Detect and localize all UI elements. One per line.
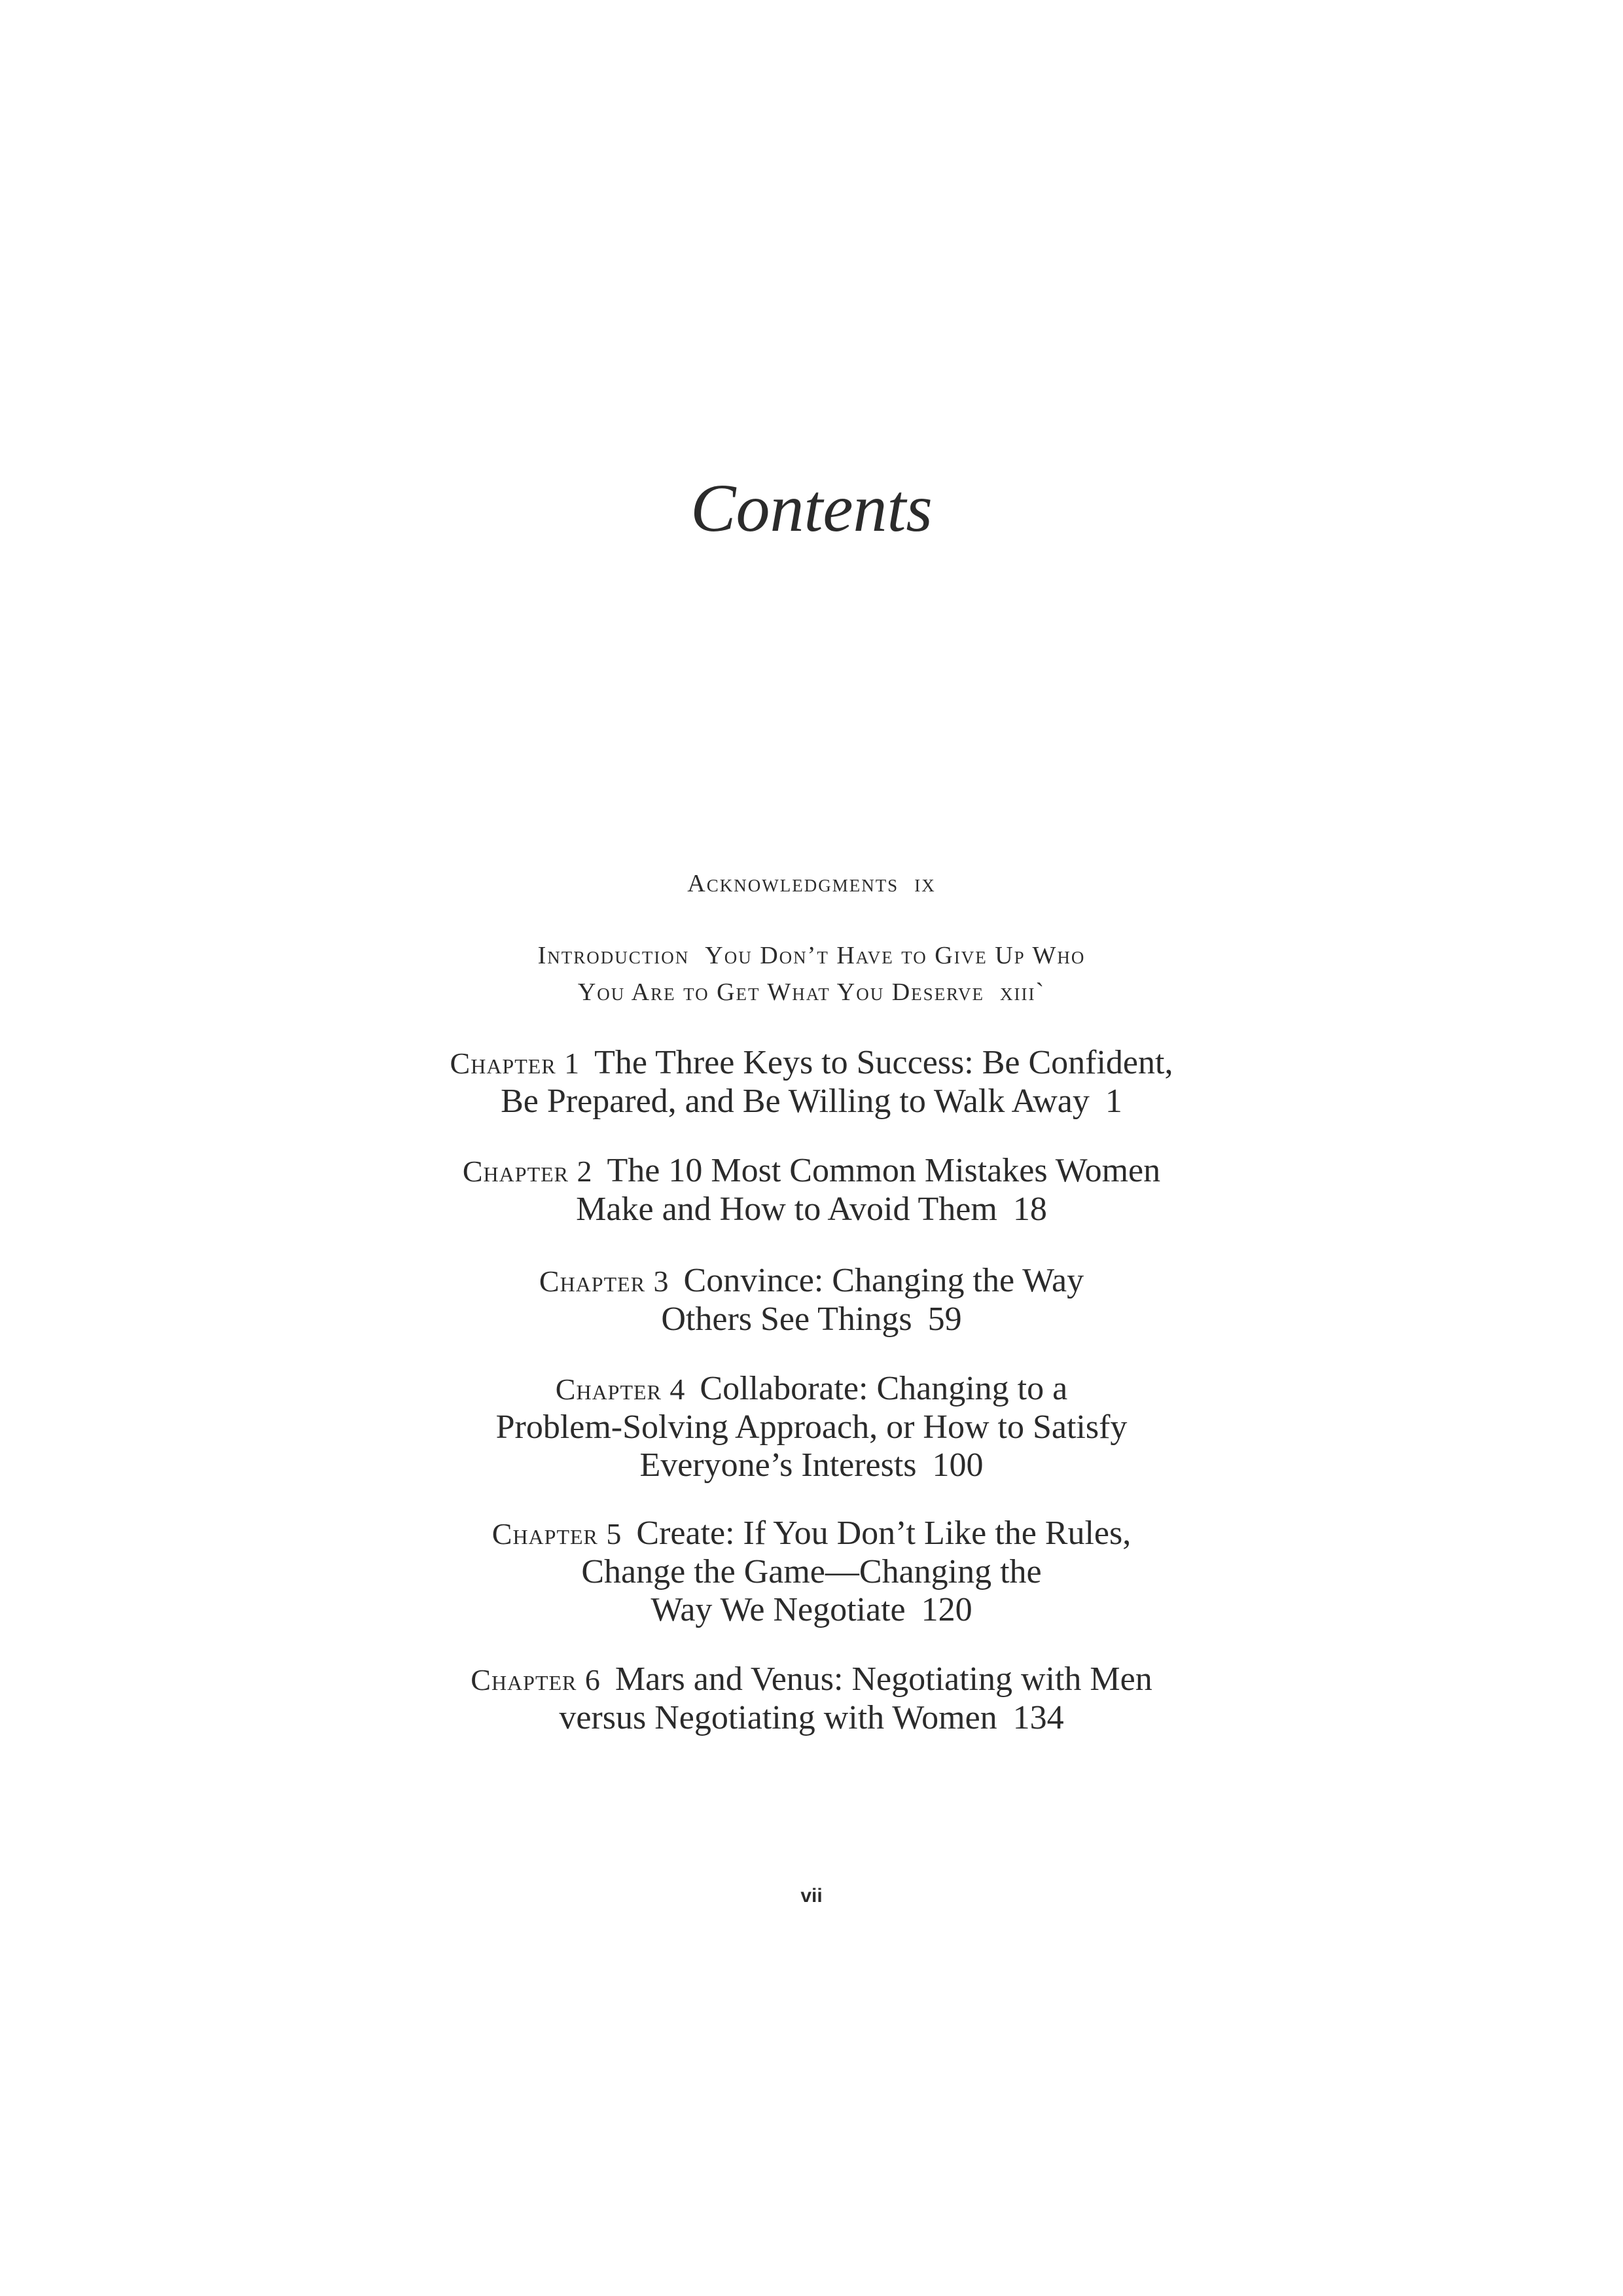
toc-chapter-label: Chapter 6 (471, 1663, 601, 1696)
toc-entry-title-line: You Don’t Have to Give Up Who (705, 942, 1086, 969)
toc-entry-title-line: Others See Things (661, 1300, 912, 1338)
toc-entry-title-line: versus Negotiating with Women (559, 1699, 997, 1736)
page-folio: vii (800, 1885, 823, 1907)
toc-entry-chapter-4[interactable] (0, 1370, 1623, 1484)
toc-page-number: 1 (1105, 1083, 1122, 1120)
toc-entry-label: Introduction (537, 942, 690, 969)
toc-entry-chapter-5[interactable] (0, 1515, 1623, 1629)
toc-chapter-label: Chapter 4 (555, 1372, 686, 1406)
toc-entry-acknowledgments[interactable] (0, 865, 1623, 902)
toc-entry-title-line: Change the Game—Changing the (581, 1553, 1042, 1590)
page-title: Contents (690, 471, 933, 546)
toc-page-number: ix (914, 870, 936, 897)
toc-entry-label: Acknowledgments (687, 870, 899, 897)
toc-entry-title-line: The 10 Most Common Mistakes Women (607, 1152, 1161, 1189)
toc-chapter-label: Chapter 5 (491, 1517, 622, 1551)
toc-entry-title-line: You Are to Get What You Deserve (577, 978, 985, 1006)
toc-page-number: 18 (1012, 1191, 1047, 1228)
toc-entry-title-line: Everyone’s Interests (639, 1446, 917, 1484)
toc-chapter-label: Chapter 2 (462, 1155, 593, 1188)
toc-entry-chapter-3[interactable] (0, 1262, 1623, 1338)
toc-entry-chapter-1[interactable] (0, 1044, 1623, 1121)
toc-entry-title-line: Convince: Changing the Way (683, 1262, 1084, 1299)
toc-page-number: 100 (932, 1446, 984, 1484)
toc-page-number: 59 (927, 1300, 962, 1338)
toc-page-number: xiii` (1000, 978, 1046, 1006)
toc-entry-title-line: Way We Negotiate (651, 1591, 906, 1628)
toc-chapter-label: Chapter 3 (539, 1265, 669, 1298)
toc-entry-title-line: Collaborate: Changing to a (700, 1370, 1068, 1407)
toc-page-number: 134 (1012, 1699, 1064, 1736)
toc-entry-chapter-2[interactable] (0, 1152, 1623, 1229)
toc-entry-title-line: Be Prepared, and Be Willing to Walk Away (501, 1083, 1090, 1120)
toc-entry-introduction[interactable] (0, 937, 1623, 1011)
toc-entry-title-line: Problem-Solving Approach, or How to Satisfy (495, 1408, 1128, 1446)
toc-entry-title-line: The Three Keys to Success: Be Confident, (594, 1044, 1173, 1081)
toc-page-number: 120 (921, 1591, 972, 1628)
toc-entry-title-line: Make and How to Avoid Them (576, 1191, 997, 1228)
toc-chapter-label: Chapter 1 (450, 1047, 580, 1080)
toc-entry-chapter-6[interactable] (0, 1660, 1623, 1737)
toc-entry-title-line: Create: If You Don’t Like the Rules, (636, 1515, 1132, 1552)
toc-entry-title-line: Mars and Venus: Negotiating with Men (615, 1660, 1152, 1698)
